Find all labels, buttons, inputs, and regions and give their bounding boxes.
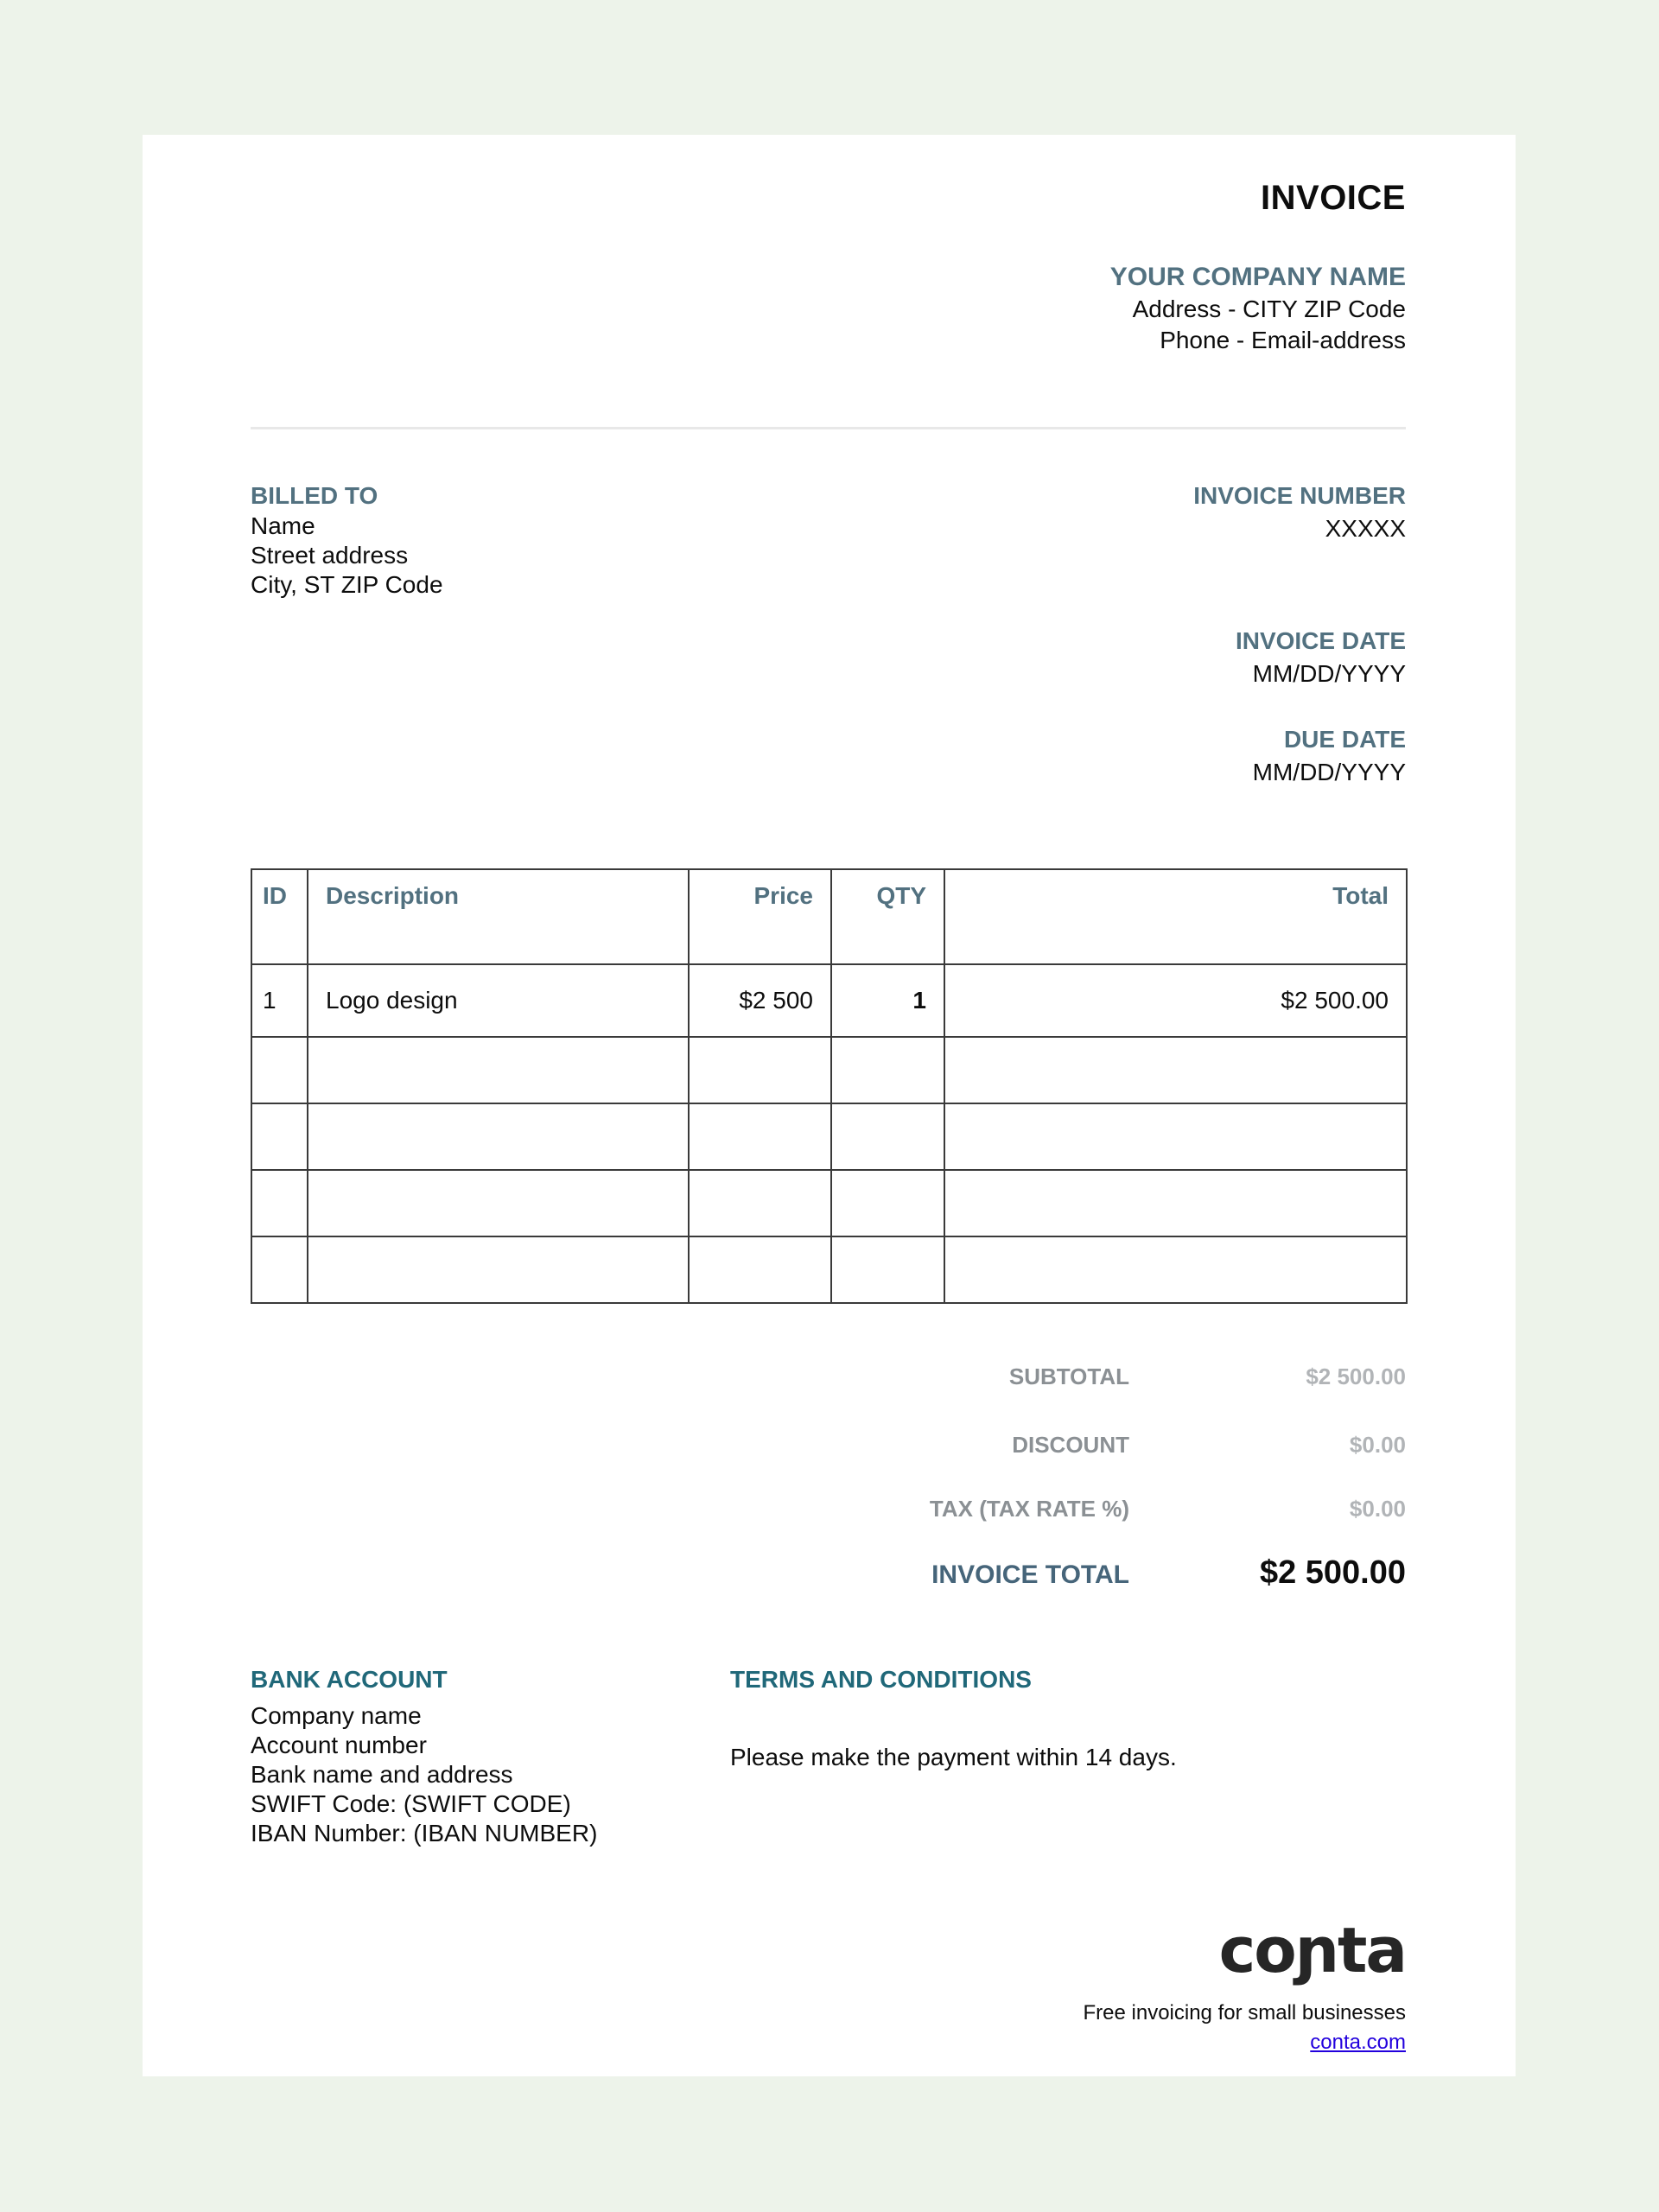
item-cell-price xyxy=(689,1103,831,1170)
billed-to-street: Street address xyxy=(251,542,409,569)
bank-line-4: SWIFT Code: (SWIFT CODE) xyxy=(251,1790,571,1817)
item-cell-id xyxy=(251,1037,308,1103)
discount-row xyxy=(251,1429,1406,1460)
bank-account-lines xyxy=(251,1701,597,1848)
bank-account-label: BANK ACCOUNT xyxy=(251,1666,448,1693)
billed-to-label: BILLED TO xyxy=(251,482,378,509)
bank-line-5: IBAN Number: (IBAN NUMBER) xyxy=(251,1820,598,1847)
bank-line-3: Bank name and address xyxy=(251,1761,513,1788)
item-cell-description: Logo design xyxy=(308,964,689,1037)
invoice-date-value: MM/DD/YYYY xyxy=(1252,660,1406,687)
subtotal-row xyxy=(251,1361,1406,1392)
item-row-3 xyxy=(251,1103,1407,1170)
bank-line-1: Company name xyxy=(251,1702,422,1729)
item-cell-qty xyxy=(831,1103,944,1170)
billed-to-name: Name xyxy=(251,512,315,539)
invoice-title: INVOICE xyxy=(1261,179,1406,217)
item-cell-description xyxy=(308,1236,689,1303)
footer-tagline: Free invoicing for small businesses xyxy=(1083,2001,1406,2024)
invoice-total-value: $2 500.00 xyxy=(1259,1554,1406,1591)
item-cell-price xyxy=(689,1236,831,1303)
company-address: Address - CITY ZIP Code xyxy=(1132,296,1406,322)
items-body xyxy=(251,964,1407,1303)
due-date-block xyxy=(251,724,1406,790)
tax-value: $0.00 xyxy=(1349,1496,1406,1522)
item-cell-qty xyxy=(831,1037,944,1103)
company-block xyxy=(251,261,1406,356)
footer-link-row xyxy=(251,2029,1406,2056)
billed-to-city: City, ST ZIP Code xyxy=(251,571,443,598)
item-row-5 xyxy=(251,1236,1407,1303)
item-cell-id xyxy=(251,1170,308,1236)
item-cell-total xyxy=(944,1103,1407,1170)
header-total: Total xyxy=(944,869,1407,964)
tax-label: TAX (TAX RATE %) xyxy=(929,1496,1129,1522)
item-row-4 xyxy=(251,1170,1407,1236)
bank-account-block xyxy=(251,1663,448,1696)
terms-block xyxy=(730,1663,1032,1696)
company-contact: Phone - Email-address xyxy=(1160,327,1406,353)
terms-label: TERMS AND CONDITIONS xyxy=(730,1666,1032,1693)
conta-link[interactable]: conta.com xyxy=(1310,2031,1406,2054)
item-cell-qty xyxy=(831,1170,944,1236)
invoice-page xyxy=(143,135,1516,2076)
item-cell-qty xyxy=(831,1236,944,1303)
conta-logo: coɲta xyxy=(1218,1914,1406,1986)
invoice-date-block xyxy=(251,626,1406,691)
item-cell-qty: 1 xyxy=(831,964,944,1037)
subtotal-label: SUBTOTAL xyxy=(1008,1363,1129,1389)
header-id: ID xyxy=(251,869,308,964)
item-cell-price xyxy=(689,1170,831,1236)
item-cell-total xyxy=(944,1170,1407,1236)
item-cell-id: 1 xyxy=(251,964,308,1037)
header-description: Description xyxy=(308,869,689,964)
tax-row xyxy=(251,1493,1406,1524)
item-cell-id xyxy=(251,1236,308,1303)
header-divider xyxy=(251,427,1406,429)
discount-label: DISCOUNT xyxy=(1012,1432,1129,1458)
invoice-number-value: XXXXX xyxy=(1325,515,1406,542)
invoice-total-row xyxy=(251,1552,1406,1596)
item-row-1 xyxy=(251,964,1407,1037)
header-qty: QTY xyxy=(831,869,944,964)
item-cell-total xyxy=(944,1037,1407,1103)
due-date-value: MM/DD/YYYY xyxy=(1252,759,1406,785)
company-name: YOUR COMPANY NAME xyxy=(1109,263,1406,291)
terms-text: Please make the payment within 14 days. xyxy=(730,1744,1177,1770)
item-cell-price xyxy=(689,1037,831,1103)
invoice-number-block xyxy=(251,480,1406,546)
items-header-row xyxy=(251,869,1407,964)
subtotal-value: $2 500.00 xyxy=(1306,1363,1406,1389)
item-cell-total xyxy=(944,1236,1407,1303)
item-row-2 xyxy=(251,1037,1407,1103)
item-cell-total: $2 500.00 xyxy=(944,964,1407,1037)
invoice-number-label: INVOICE NUMBER xyxy=(1193,482,1406,509)
invoice-date-label: INVOICE DATE xyxy=(1235,627,1406,654)
item-cell-price: $2 500 xyxy=(689,964,831,1037)
discount-value: $0.00 xyxy=(1349,1432,1406,1458)
invoice-total-label: INVOICE TOTAL xyxy=(931,1560,1129,1589)
item-cell-description xyxy=(308,1103,689,1170)
items-table xyxy=(251,868,1408,1304)
item-cell-description xyxy=(308,1037,689,1103)
header-price: Price xyxy=(689,869,831,964)
item-cell-id xyxy=(251,1103,308,1170)
due-date-label: DUE DATE xyxy=(1283,726,1406,753)
item-cell-description xyxy=(308,1170,689,1236)
bank-line-2: Account number xyxy=(251,1732,427,1758)
